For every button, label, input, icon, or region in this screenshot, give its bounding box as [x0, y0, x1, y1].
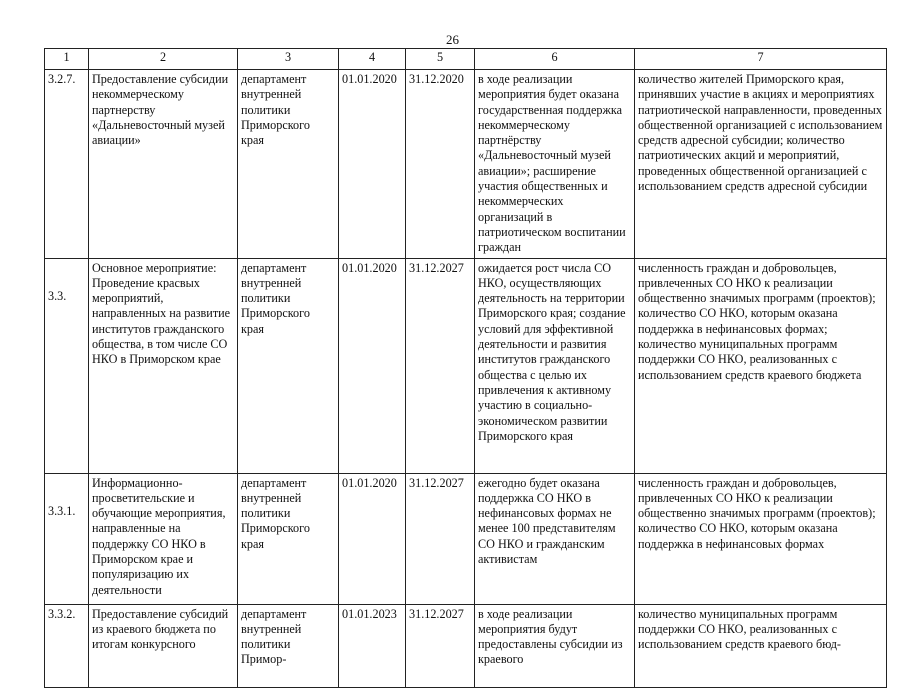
executor: департамент внутренней политики Примор-: [238, 604, 339, 687]
start-date: 01.01.2023: [339, 604, 406, 687]
table-row: [45, 258, 887, 473]
header-col-5: 5: [406, 49, 475, 70]
row-number: 3.3.: [45, 258, 89, 473]
row-number: 3.3.1.: [45, 473, 89, 604]
executor: департамент внутренней политики Приморского края: [238, 258, 339, 473]
measures-table: [44, 48, 887, 688]
row-number: 3.3.2.: [45, 604, 89, 687]
executor: департамент внутренней политики Приморского края: [238, 70, 339, 259]
end-date: 31.12.2027: [406, 604, 475, 687]
row-number: 3.2.7.: [45, 70, 89, 259]
header-col-1: 1: [45, 49, 89, 70]
end-date: 31.12.2020: [406, 70, 475, 259]
start-date: 01.01.2020: [339, 473, 406, 604]
expected-result: ожидается рост числа СО НКО, осуществляющих деятельность на территории Приморского края; создание условий для эффективной деятельности и развития институтов гражданского общества с целью их привлечения к активному участию в социально-экономическом развитии Приморского края: [475, 258, 635, 473]
end-date: 31.12.2027: [406, 473, 475, 604]
table-row: [45, 604, 887, 687]
header-col-7: 7: [635, 49, 887, 70]
indicator: количество муниципальных программ поддержки СО НКО, реализованных с использованием средств краевого бюд-: [635, 604, 887, 687]
start-date: 01.01.2020: [339, 70, 406, 259]
indicator: количество жителей Приморского края, принявших участие в акциях и мероприятиях патриотической направленности, проведенных общественной организацией с использованием средств адресной субсидии; количество патриотических акций и мероприятий, проведенных общественной организацией с использованием средств адресной субсидии: [635, 70, 887, 259]
expected-result: ежегодно будет оказана поддержка СО НКО в нефинансовых формах не менее 100 представителям СО НКО и гражданским активистам: [475, 473, 635, 604]
executor: департамент внутренней политики Приморского края: [238, 473, 339, 604]
table-row: [45, 473, 887, 604]
end-date: 31.12.2027: [406, 258, 475, 473]
header-col-2: 2: [89, 49, 238, 70]
header-row: [45, 49, 887, 70]
measure-name: Предоставление субсидии некоммерческому партнерству «Дальневосточный музей авиации»: [89, 70, 238, 259]
indicator: численность граждан и добровольцев, привлеченных СО НКО к реализации общественно значимых программ (проектов); количество СО НКО, которым оказана поддержка в нефинансовых формах: [635, 473, 887, 604]
page-number: 26: [446, 32, 459, 47]
expected-result: в ходе реализации мероприятия будет оказана государственная поддержка некоммерческому партнёрству «Дальневосточный музей авиации»; расширение участия общественных и некоммерческих организаций в патриотическом воспитании граждан: [475, 70, 635, 259]
table-row: [45, 70, 887, 259]
start-date: 01.01.2020: [339, 258, 406, 473]
indicator: численность граждан и добровольцев, привлеченных СО НКО к реализации общественно значимых программ (проектов); количество СО НКО, которым оказана поддержка в нефинансовых формах; количество муниципальных программ поддержки СО НКО, реализованных с использованием средств краевого бюджета: [635, 258, 887, 473]
header-col-6: 6: [475, 49, 635, 70]
header-col-4: 4: [339, 49, 406, 70]
measure-name: Информационно-просветительские и обучающие мероприятия, направленные на поддержку СО НКО в Приморском крае и популяризацию их деятельности: [89, 473, 238, 604]
measure-name: Предоставление субсидий из краевого бюджета по итогам конкурсного: [89, 604, 238, 687]
header-col-3: 3: [238, 49, 339, 70]
measure-name: Основное мероприятие: Проведение красвых мероприятий, направленных на развитие институтов гражданского общества, в том числе СО НКО в Приморском крае: [89, 258, 238, 473]
expected-result: в ходе реализации мероприятия будут предоставлены субсидии из краевого: [475, 604, 635, 687]
